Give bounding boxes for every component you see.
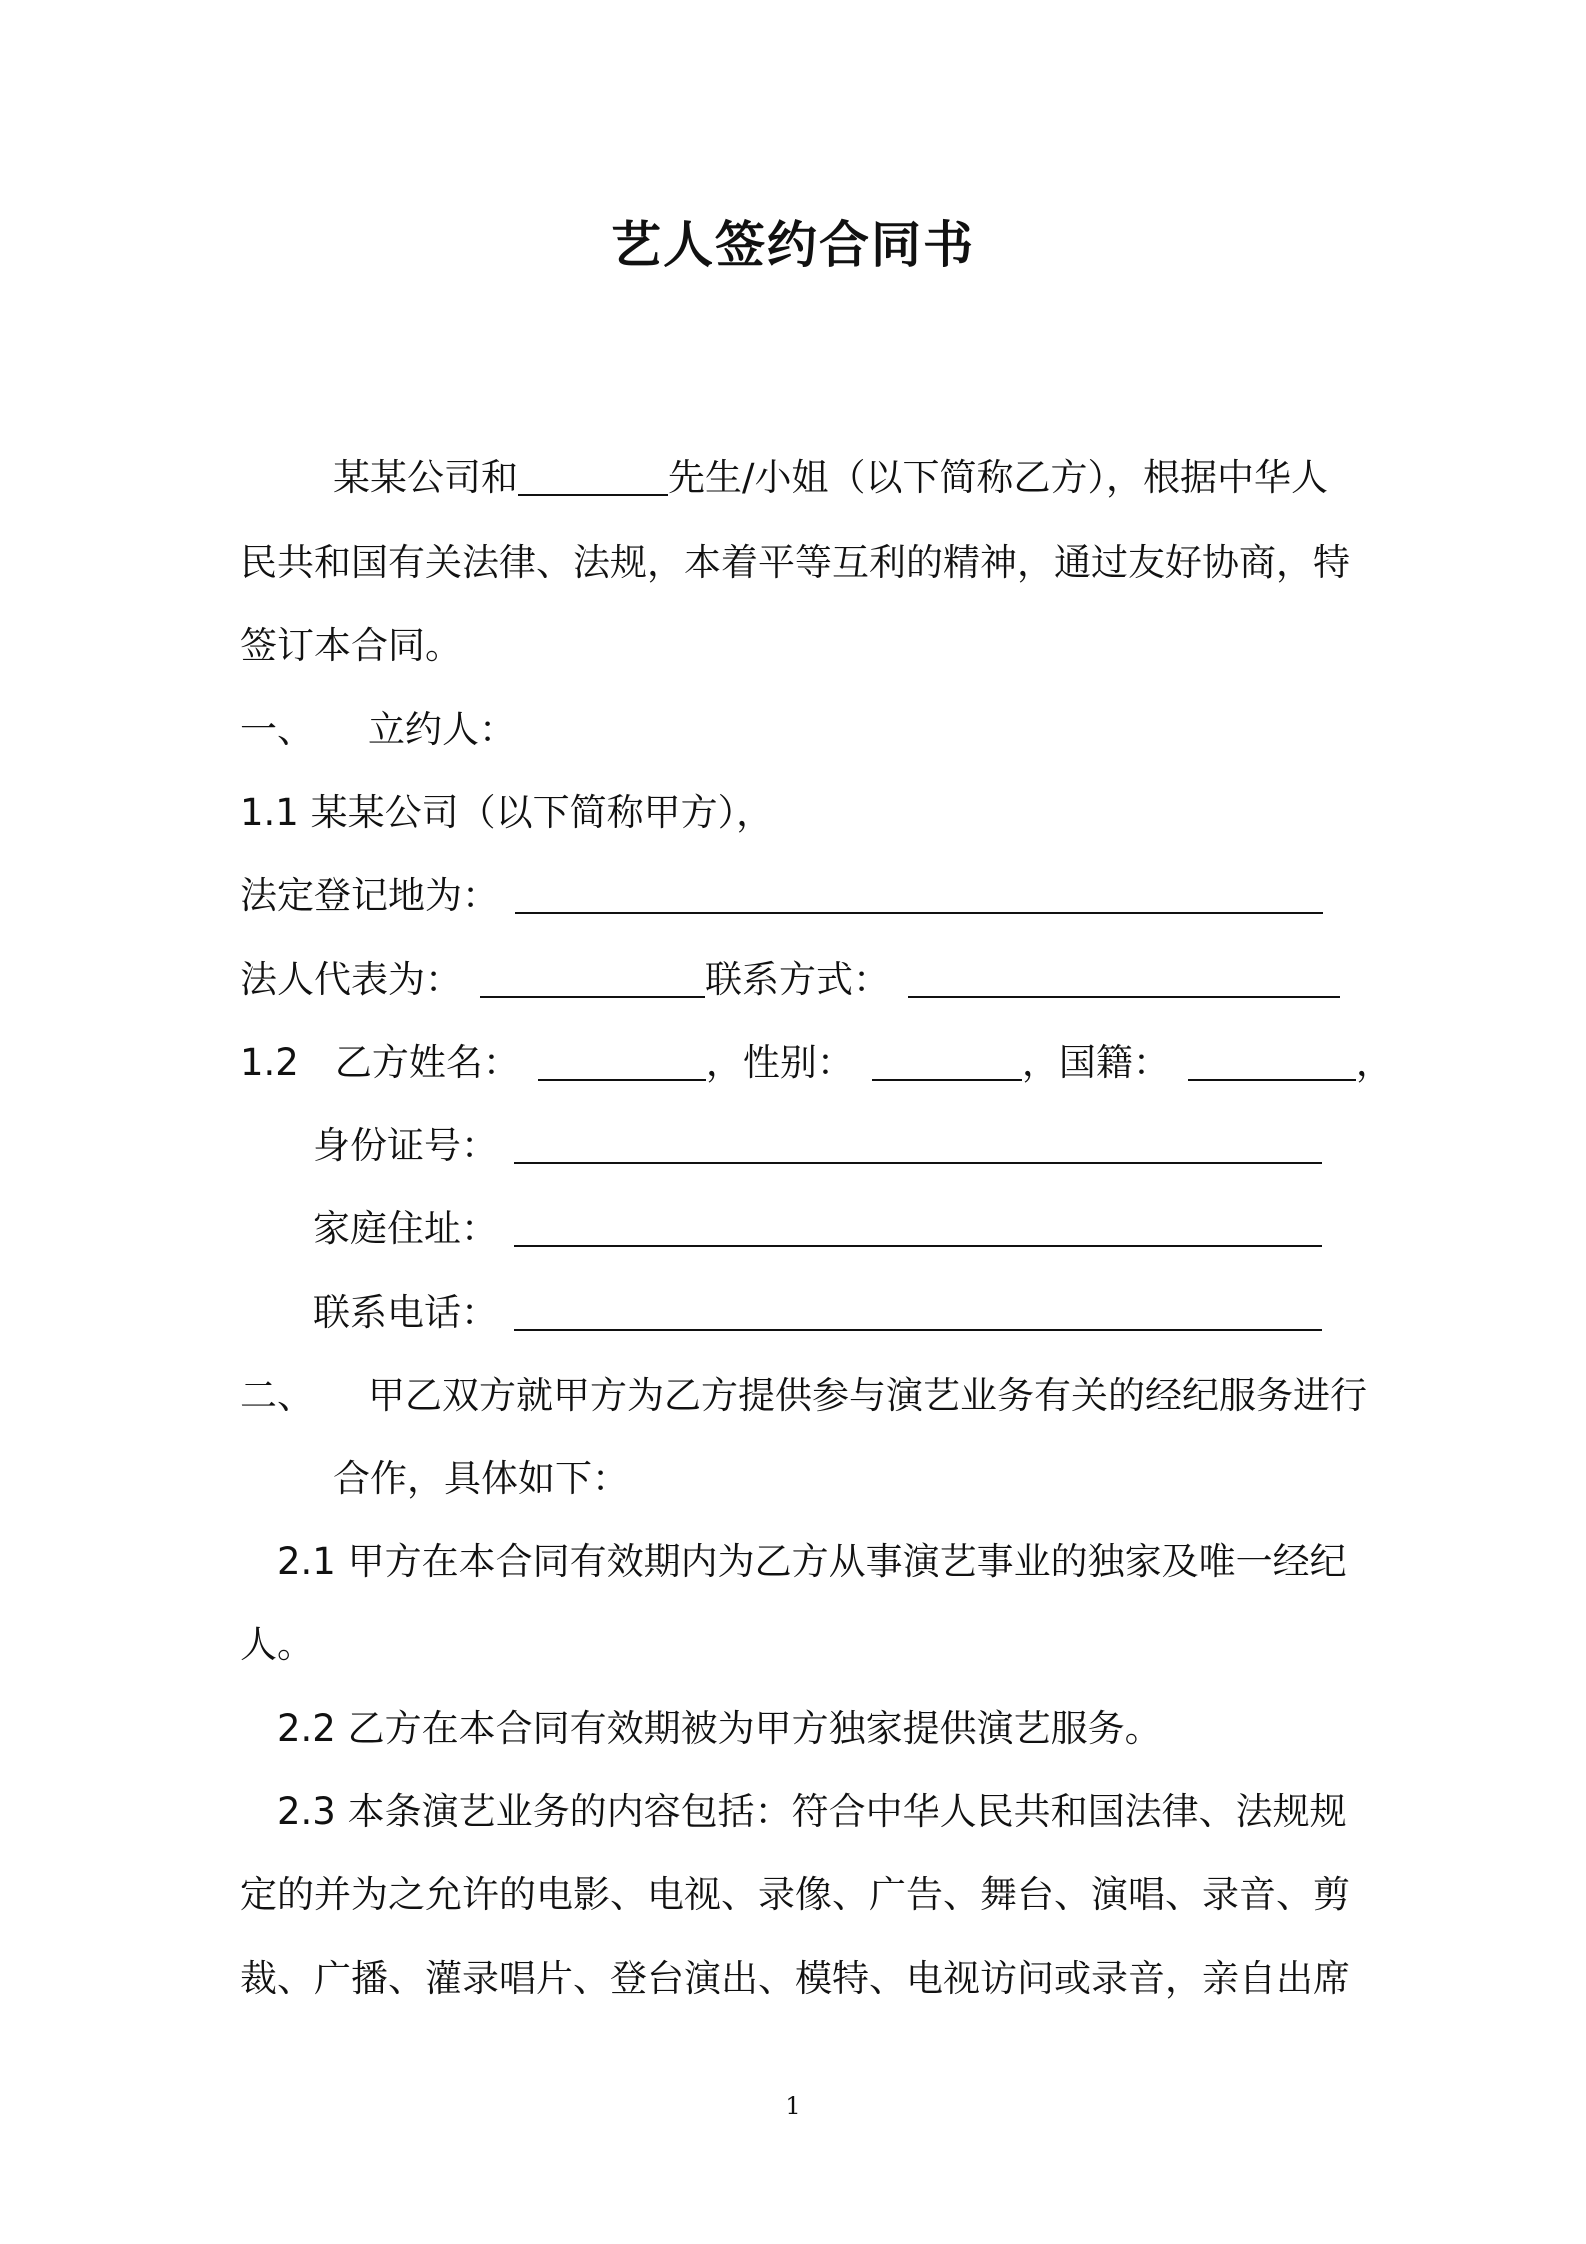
representative-blank[interactable] xyxy=(480,956,705,998)
contact-blank[interactable] xyxy=(908,956,1340,998)
address-row xyxy=(313,1203,1322,1255)
page-title: 艺人签约合同书 xyxy=(611,216,975,274)
section-2-title-line-1: 甲乙双方就甲方为乙方提供参与演艺业务有关的经纪服务进行 xyxy=(368,1374,1367,1417)
intro-line-3: 签订本合同。 xyxy=(240,624,462,667)
representative-label: 法人代表为： xyxy=(240,958,462,1001)
representative-row xyxy=(240,954,1340,1006)
registration-blank[interactable] xyxy=(515,872,1323,914)
intro-text-a: 某某公司和 xyxy=(333,456,518,499)
gender-label: ，性别： xyxy=(705,1041,854,1084)
item-2-3-line-1: 2.3 本条演艺业务的内容包括：符合中华人民共和国法律、法规规 xyxy=(277,1790,1347,1833)
address-blank[interactable] xyxy=(514,1205,1322,1247)
section-2-number: 二、 xyxy=(240,1374,314,1417)
page-number: 1 xyxy=(785,2092,801,2120)
phone-row xyxy=(313,1287,1322,1339)
item-2-2: 2.2 乙方在本合同有效期被为甲方独家提供演艺服务。 xyxy=(277,1707,1162,1750)
phone-blank[interactable] xyxy=(514,1289,1322,1331)
item-1-1: 1.1 某某公司（以下简称甲方）， xyxy=(240,791,774,834)
item-1-2-row xyxy=(240,1037,1393,1089)
item-2-3-line-2: 定的并为之允许的电影、电视、录像、广告、舞台、演唱、录音、剪 xyxy=(240,1873,1350,1916)
item-1-2-number: 1.2 xyxy=(240,1041,299,1084)
nationality-blank[interactable] xyxy=(1188,1039,1356,1081)
contact-label: 联系方式： xyxy=(705,958,890,1001)
id-row xyxy=(313,1120,1322,1172)
item-2-1-line-1: 2.1 甲方在本合同有效期内为乙方从事演艺事业的独家及唯一经纪 xyxy=(277,1540,1347,1583)
item-2-1-line-2: 人。 xyxy=(240,1623,314,1666)
trailing-comma: ， xyxy=(1355,1041,1393,1084)
party-b-name-blank[interactable] xyxy=(518,454,668,496)
registration-row xyxy=(240,870,1323,922)
intro-line-2: 民共和国有关法律、法规，本着平等互利的精神，通过友好协商，特 xyxy=(240,541,1350,584)
nationality-label: ，国籍： xyxy=(1021,1041,1170,1084)
id-blank[interactable] xyxy=(514,1122,1322,1164)
intro-line-1 xyxy=(333,452,1328,504)
section-1-number: 一、 xyxy=(240,708,314,751)
gender-blank[interactable] xyxy=(872,1039,1022,1081)
intro-text-b: 先生/小姐（以下简称乙方），根据中华人 xyxy=(668,456,1328,499)
id-label: 身份证号： xyxy=(313,1124,498,1167)
registration-label: 法定登记地为： xyxy=(240,874,499,917)
section-2-heading xyxy=(240,1370,1367,1422)
section-1-heading xyxy=(240,704,516,756)
item-2-3-line-3: 裁、广播、灌录唱片、登台演出、模特、电视访问或录音，亲自出席 xyxy=(240,1957,1350,2000)
name-blank[interactable] xyxy=(538,1039,706,1081)
phone-label: 联系电话： xyxy=(313,1291,498,1334)
address-label: 家庭住址： xyxy=(313,1207,498,1250)
section-1-title: 立约人： xyxy=(368,708,516,751)
section-2-title-line-2: 合作，具体如下： xyxy=(333,1457,629,1500)
name-label: 乙方姓名： xyxy=(334,1041,520,1084)
